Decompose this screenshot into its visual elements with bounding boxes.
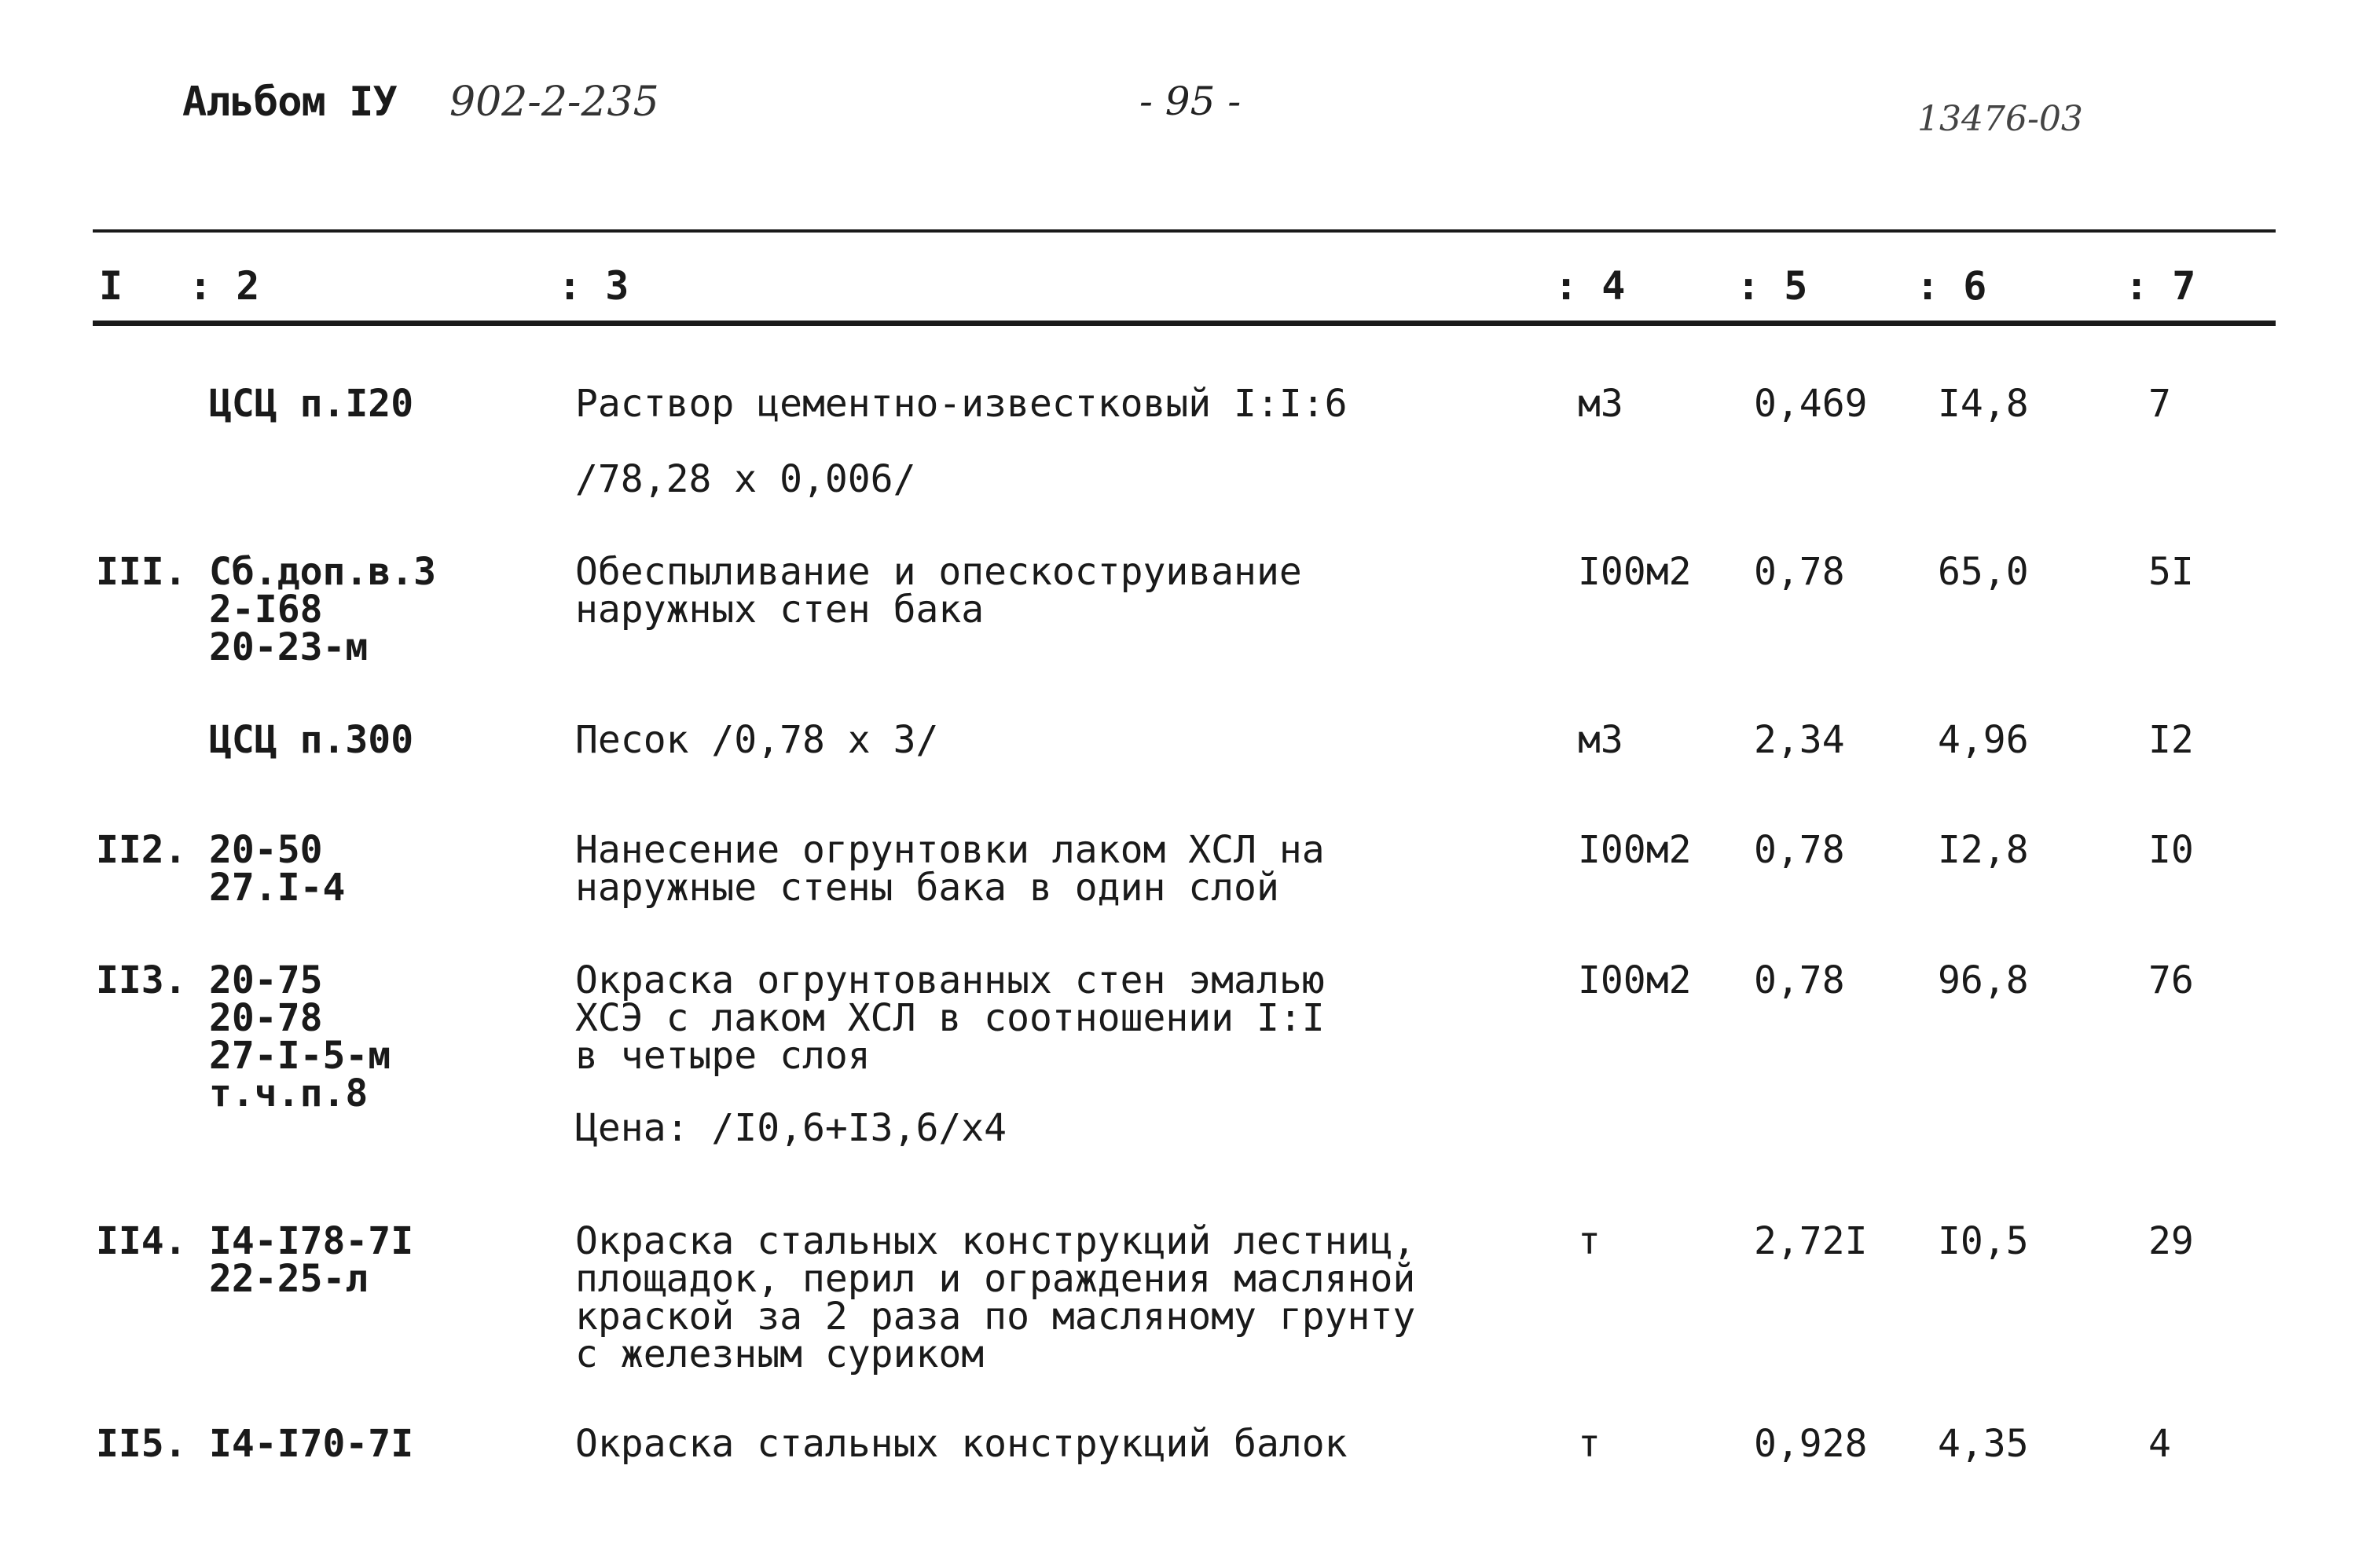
column-header-1: I xyxy=(99,263,123,309)
row-quantity: 0,928 xyxy=(1754,1422,1868,1466)
row-unit: I00м2 xyxy=(1578,958,1692,1002)
row-total: 5I xyxy=(2148,550,2194,594)
row-description: Окраска огрунтованных стен эмалью ХСЭ с лаком ХСЛ в соотношении I:I в четыре слоя xyxy=(575,958,1325,1078)
row-quantity: 2,34 xyxy=(1754,718,1845,762)
column-header-7: : 7 xyxy=(2125,263,2196,309)
row-quantity: 0,469 xyxy=(1754,382,1868,426)
row-quantity: 2,72I xyxy=(1754,1219,1868,1263)
row-number: II5. xyxy=(96,1422,187,1466)
row-price: I4,8 xyxy=(1938,382,2029,426)
row-code: 20-75 20-78 27-I-5-м т.ч.п.8 xyxy=(209,958,391,1116)
row-unit: I00м2 xyxy=(1578,550,1692,594)
row-unit: I00м2 xyxy=(1578,828,1692,872)
row-code: Сб.доп.в.3 2-I68 20-23-м xyxy=(209,550,436,669)
row-total: 29 xyxy=(2148,1219,2194,1263)
row-total: I0 xyxy=(2148,828,2194,872)
row-unit: м3 xyxy=(1578,718,1623,762)
row-price: 4,35 xyxy=(1938,1422,2029,1466)
row-unit: м3 xyxy=(1578,382,1623,426)
column-header-6: : 6 xyxy=(1916,263,1987,309)
album-label: Альбом IУ xyxy=(182,79,397,126)
inventory-number: 13476-03 xyxy=(1917,99,2083,139)
column-header-2: : 2 xyxy=(189,263,260,309)
row-code: I4-I70-7I xyxy=(209,1422,414,1466)
column-header-4: : 4 xyxy=(1554,263,1626,309)
row-total: 7 xyxy=(2148,382,2171,426)
row-note: Цена: /I0,6+I3,6/х4 xyxy=(575,1106,1007,1150)
table-top-rule xyxy=(93,229,2276,233)
row-quantity: 0,78 xyxy=(1754,828,1845,872)
row-price: I0,5 xyxy=(1938,1219,2029,1263)
row-quantity: 0,78 xyxy=(1754,550,1845,594)
row-number: II3. xyxy=(96,958,187,1002)
row-number: II2. xyxy=(96,828,187,872)
row-note: /78,28 х 0,006/ xyxy=(575,457,916,501)
row-price: 65,0 xyxy=(1938,550,2029,594)
row-description: Нанесение огрунтовки лаком ХСЛ на наружные стены бака в один слой xyxy=(575,828,1325,910)
row-number: III. xyxy=(96,550,187,594)
row-number: II4. xyxy=(96,1219,187,1263)
row-unit: т xyxy=(1578,1422,1601,1466)
row-price: I2,8 xyxy=(1938,828,2029,872)
row-code: 20-50 27.I-4 xyxy=(209,828,346,910)
row-total: 4 xyxy=(2148,1422,2171,1466)
table-header-rule xyxy=(93,321,2276,326)
page-number: - 95 - xyxy=(1139,79,1242,124)
row-total: I2 xyxy=(2148,718,2194,762)
row-unit: т xyxy=(1578,1219,1601,1263)
row-description: Раствор цементно-известковый I:I:6 xyxy=(575,382,1348,426)
row-description: Окраска стальных конструкций балок xyxy=(575,1422,1348,1466)
row-code: I4-I78-7I 22-25-л xyxy=(209,1219,414,1301)
column-header-3: : 3 xyxy=(558,263,629,309)
album-number: 902-2-235 xyxy=(449,79,659,126)
row-quantity: 0,78 xyxy=(1754,958,1845,1002)
row-code: ЦСЦ п.I20 xyxy=(209,382,414,426)
row-description: Песок /0,78 х 3/ xyxy=(575,718,939,762)
row-code: ЦСЦ п.300 xyxy=(209,718,414,762)
column-header-5: : 5 xyxy=(1737,263,1808,309)
row-total: 76 xyxy=(2148,958,2194,1002)
row-price: 4,96 xyxy=(1938,718,2029,762)
row-price: 96,8 xyxy=(1938,958,2029,1002)
row-description: Окраска стальных конструкций лестниц, площадок, перил и ограждения масляной краской за 2 раза по масляному грунту с железным суриком xyxy=(575,1219,1416,1376)
row-description: Обеспыливание и опескоструивание наружных стен бака xyxy=(575,550,1302,632)
